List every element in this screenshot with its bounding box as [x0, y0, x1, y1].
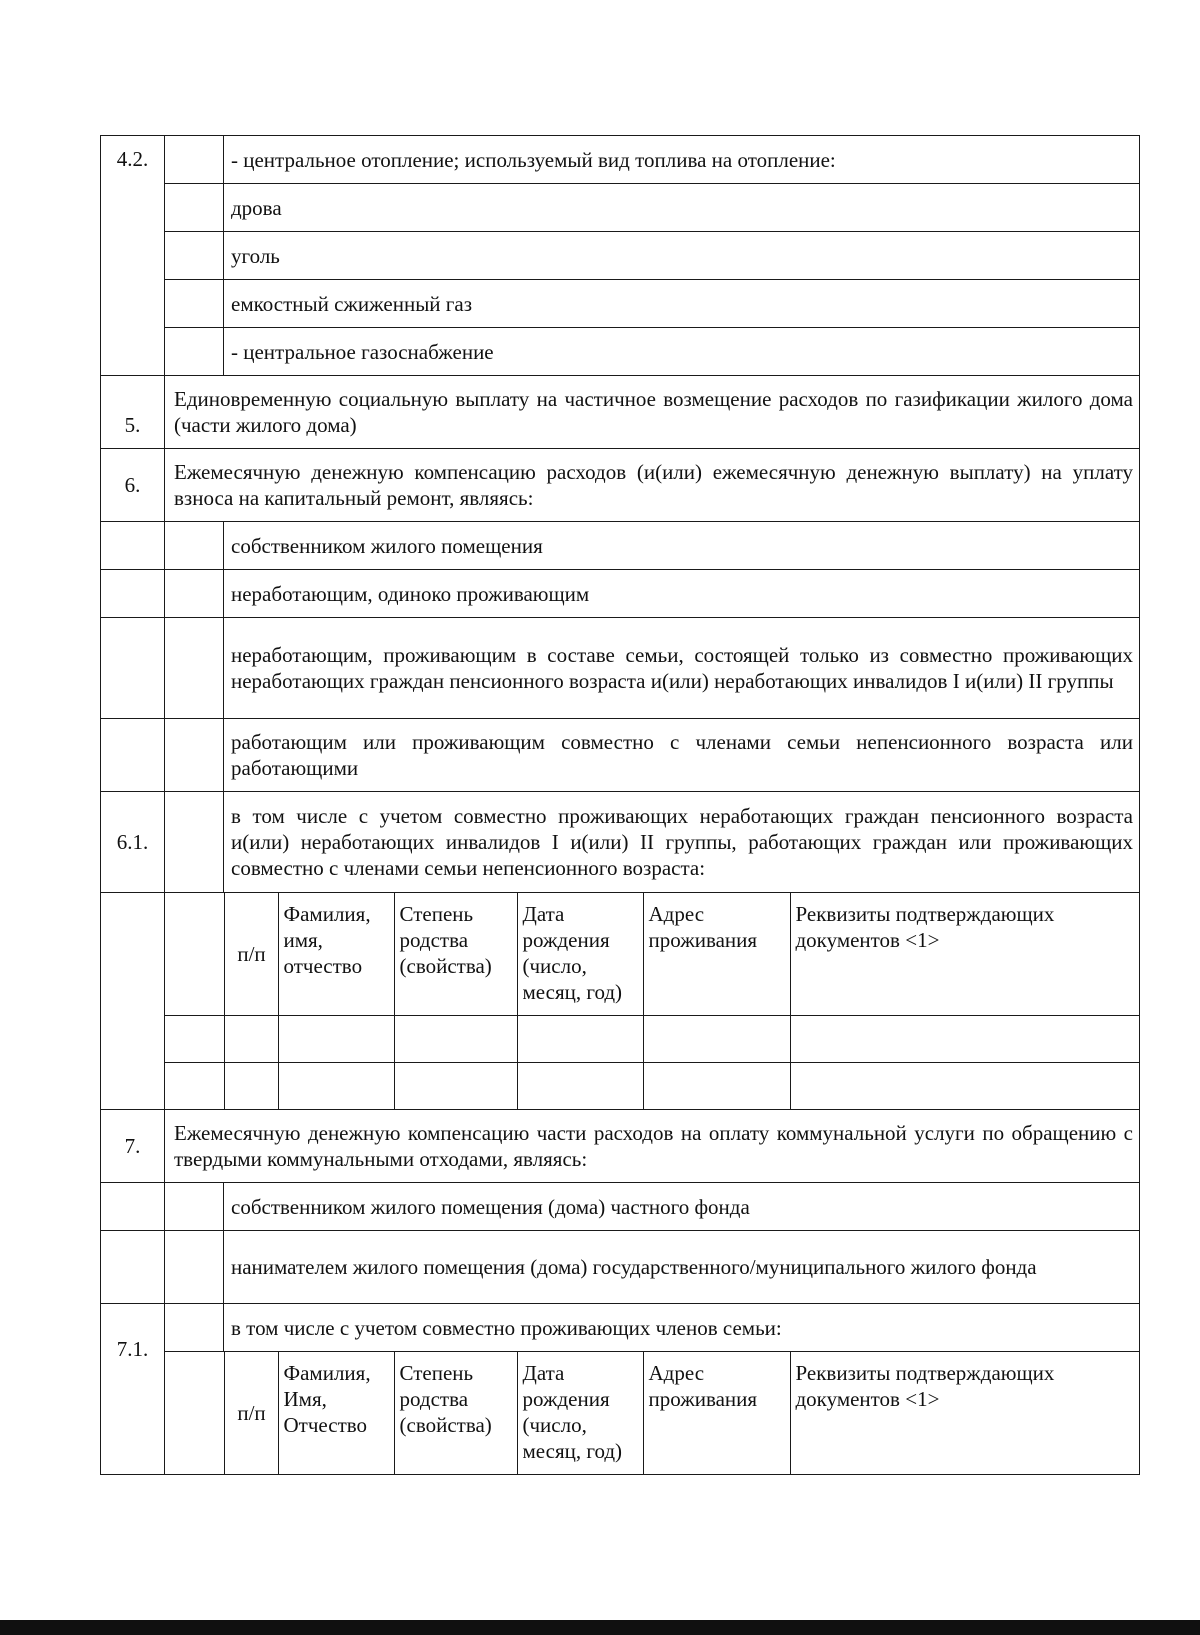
row-7-1 [101, 1304, 1140, 1352]
family-members-table-6-1 [165, 893, 1139, 1109]
benefit-gasification-text: Единовременную социальную выплату на частичное возмещение расходов по газификации жилого дома (части жилого дома) [165, 376, 1140, 449]
checkbox-cell[interactable] [165, 1304, 224, 1352]
table-header-row [165, 1352, 1139, 1474]
table-cell[interactable] [790, 1063, 1139, 1110]
application-form-table [100, 135, 1140, 1475]
option-working: работающим или проживающим совместно с членами семьи непенсионного возраста или работающими [224, 719, 1140, 792]
table-cell[interactable] [224, 1016, 278, 1063]
checkbox-cell[interactable] [165, 184, 224, 232]
empty-cell [101, 1183, 165, 1231]
family-members-table-wrap [165, 893, 1140, 1110]
row-4-2-option [101, 232, 1140, 280]
checkbox-cell[interactable] [165, 1231, 224, 1304]
checkbox-cell[interactable] [165, 1063, 224, 1110]
option-single-unemployed: неработающим, одиноко проживающим [224, 570, 1140, 618]
cohabitants-6-1-text: в том числе с учетом совместно проживающих неработающих граждан пенсионного возраста и(или) неработающих инвалидов I и(или) II группы, работающих граждан или проживающих совместно с членами семьи непенсионного возраста: [224, 792, 1140, 893]
table-cell[interactable] [517, 1016, 643, 1063]
checkbox-cell[interactable] [165, 893, 224, 1016]
table-cell[interactable] [394, 1016, 517, 1063]
row-number-6: 6. [101, 449, 165, 522]
row-5 [101, 376, 1140, 449]
checkbox-cell[interactable] [165, 719, 224, 792]
empty-cell [101, 893, 165, 1110]
empty-cell [101, 719, 165, 792]
table-row [165, 1063, 1139, 1110]
option-liquefied-gas: емкостный сжиженный газ [224, 280, 1140, 328]
checkbox-cell[interactable] [165, 522, 224, 570]
option-tenant: нанимателем жилого помещения (дома) государственного/муниципального жилого фонда [224, 1231, 1140, 1304]
checkbox-cell[interactable] [165, 328, 224, 376]
option-central-gas: - центральное газоснабжение [224, 328, 1140, 376]
column-header-relation: Степень родства (свойства) [394, 1352, 517, 1474]
benefit-capital-repair-text: Ежемесячную денежную компенсацию расходов (и(или) ежемесячную денежную выплату) на уплату взноса на капитальный ремонт, являясь: [165, 449, 1140, 522]
row-4-2-option [101, 280, 1140, 328]
row-4-2-header [101, 136, 1140, 184]
row-6-option [101, 719, 1140, 792]
family-members-table-wrap [165, 1352, 1140, 1475]
column-header-address: Адрес проживания [643, 1352, 790, 1474]
benefit-waste-text: Ежемесячную денежную компенсацию части расходов на оплату коммунальной услуги по обращению с твердыми коммунальными отходами, являясь: [165, 1110, 1140, 1183]
row-7-1-table [101, 1352, 1140, 1475]
table-cell[interactable] [394, 1063, 517, 1110]
row-4-2-option [101, 328, 1140, 376]
scan-edge-bar [0, 1620, 1200, 1635]
checkbox-cell[interactable] [165, 1016, 224, 1063]
option-central-heating: - центральное отопление; используемый вид топлива на отопление: [224, 136, 1140, 184]
table-cell[interactable] [517, 1063, 643, 1110]
column-header-number: п/п [224, 1352, 278, 1474]
row-4-2-option [101, 184, 1140, 232]
option-private-owner: собственником жилого помещения (дома) частного фонда [224, 1183, 1140, 1231]
row-number-7-1: 7.1. [101, 1304, 165, 1475]
row-6-option [101, 618, 1140, 719]
row-6-option [101, 522, 1140, 570]
checkbox-cell[interactable] [165, 1352, 224, 1474]
option-owner: собственником жилого помещения [224, 522, 1140, 570]
column-header-birth-date: Дата рождения (число, месяц, год) [517, 1352, 643, 1474]
row-7 [101, 1110, 1140, 1183]
column-header-fio: Фамилия, имя, отчество [278, 893, 394, 1016]
column-header-relation: Степень родства (свойства) [394, 893, 517, 1016]
row-6 [101, 449, 1140, 522]
row-number-5: 5. [101, 376, 165, 449]
empty-cell [101, 570, 165, 618]
empty-cell [101, 618, 165, 719]
table-cell[interactable] [224, 1063, 278, 1110]
column-header-documents: Реквизиты подтверждающих документов <1> [790, 1352, 1139, 1474]
checkbox-cell[interactable] [165, 1183, 224, 1231]
row-number-6-1: 6.1. [101, 792, 165, 893]
column-header-documents: Реквизиты подтверждающих документов <1> [790, 893, 1139, 1016]
table-row [165, 1016, 1139, 1063]
column-header-number: п/п [224, 893, 278, 1016]
column-header-address: Адрес проживания [643, 893, 790, 1016]
row-number-4-2: 4.2. [101, 136, 165, 376]
row-6-1-table [101, 893, 1140, 1110]
empty-cell [101, 522, 165, 570]
table-cell[interactable] [278, 1016, 394, 1063]
table-cell[interactable] [643, 1063, 790, 1110]
row-number-7: 7. [101, 1110, 165, 1183]
checkbox-cell[interactable] [165, 570, 224, 618]
checkbox-cell[interactable] [165, 792, 224, 893]
checkbox-cell[interactable] [165, 232, 224, 280]
cohabitants-7-1-text: в том числе с учетом совместно проживающих членов семьи: [224, 1304, 1140, 1352]
table-header-row [165, 893, 1139, 1016]
empty-cell [101, 1231, 165, 1304]
option-family-pensioners: неработающим, проживающим в составе семьи, состоящей только из совместно проживающих неработающих граждан пенсионного возраста и(или) неработающих инвалидов I и(или) II группы [224, 618, 1140, 719]
table-cell[interactable] [790, 1016, 1139, 1063]
table-cell[interactable] [278, 1063, 394, 1110]
checkbox-cell[interactable] [165, 618, 224, 719]
option-coal: уголь [224, 232, 1140, 280]
row-7-option [101, 1231, 1140, 1304]
option-firewood: дрова [224, 184, 1140, 232]
row-6-option [101, 570, 1140, 618]
column-header-birth-date: Дата рождения (число, месяц, год) [517, 893, 643, 1016]
row-7-option [101, 1183, 1140, 1231]
column-header-fio: Фамилия, Имя, Отчество [278, 1352, 394, 1474]
checkbox-cell[interactable] [165, 136, 224, 184]
family-members-table-7-1 [165, 1352, 1139, 1474]
table-cell[interactable] [643, 1016, 790, 1063]
row-6-1 [101, 792, 1140, 893]
checkbox-cell[interactable] [165, 280, 224, 328]
